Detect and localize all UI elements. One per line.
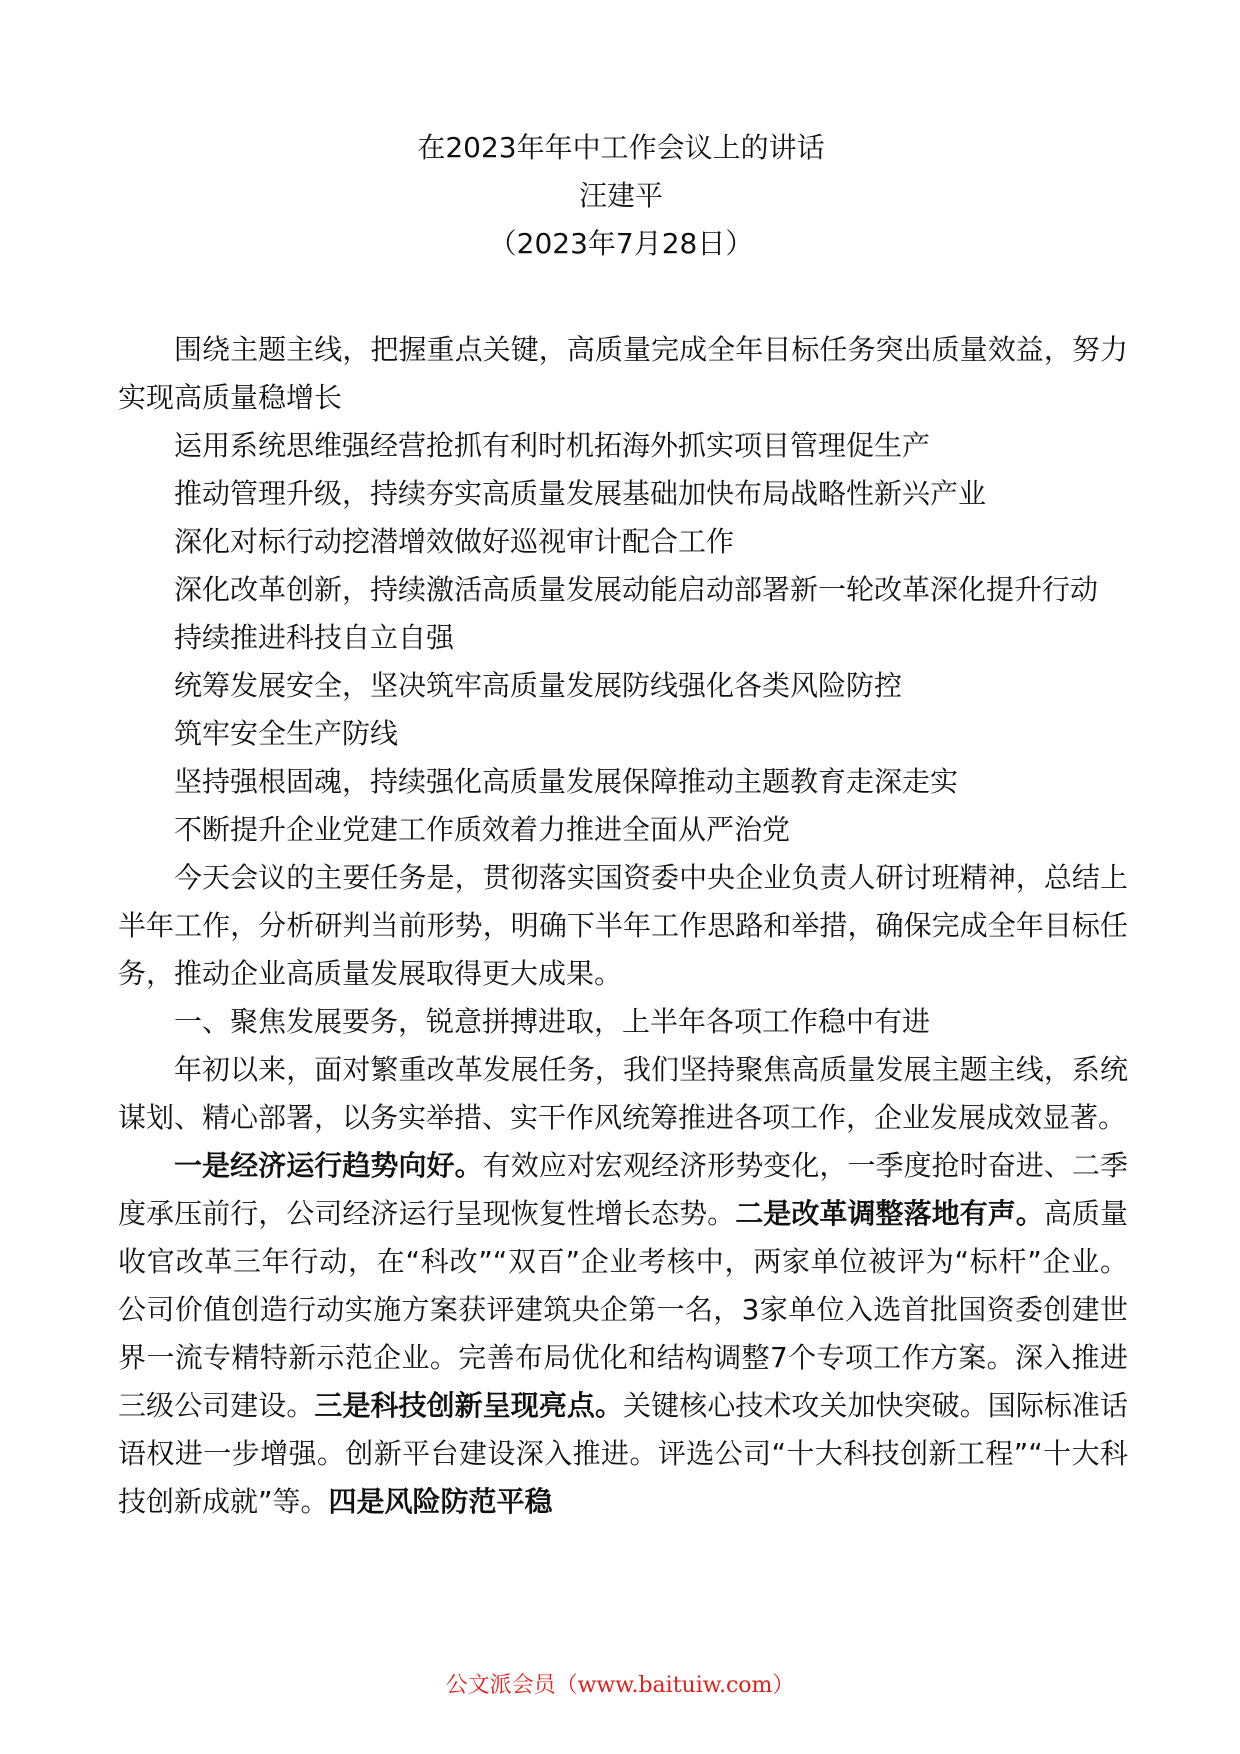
outline-list (118, 326, 1128, 854)
outline-item: 围绕主题主线，把握重点关键，高质量完成全年目标任务突出质量效益，努力实现高质量稳增长 (118, 333, 1128, 414)
speech-date: （2023年7月28日） (488, 227, 754, 260)
outline-item: 深化改革创新，持续激活高质量发展动能启动部署新一轮改革深化提升行动 (174, 573, 1099, 606)
section-heading: 一、聚焦发展要务，锐意拼搏进取，上半年各项工作稳中有进 (174, 1005, 931, 1038)
achievement-3-heading: 三是科技创新呈现亮点。 (314, 1389, 624, 1422)
outline-item: 不断提升企业党建工作质效着力推进全面从严治党 (174, 813, 791, 846)
document-title: 在2023年年中工作会议上的讲话 (417, 131, 825, 164)
achievement-3-text: 关键核心技术攻关加快突破。国际标准话语权进一步增强。创新平台建设深入推进。评选公司“十大科技创新工程”“十大科技创新成就”等。 (118, 1389, 1128, 1518)
outline-item: 持续推进科技自立自强 (174, 621, 455, 654)
speaker-name: 汪建平 (578, 179, 663, 212)
outline-item: 推动管理升级，持续夯实高质量发展基础加快布局战略性新兴产业 (174, 477, 987, 510)
achievement-1-heading: 一是经济运行趋势向好。 (174, 1149, 483, 1182)
achievement-2-heading: 二是改革调整落地有声。 (735, 1197, 1044, 1230)
achievement-2-text: 高质量收官改革三年行动，在“科改”“双百”企业考核中，两家单位被评为“标杆”企业。公司价值创造行动实施方案获评建筑央企第一名，3家单位入选首批国资委创建世界一流专精特新示范企业。完善布局优化和结构调整7个专项工作方案。深入推进三级公司建设。 (118, 1197, 1128, 1422)
outline-item: 坚持强根固魂，持续强化高质量发展保障推动主题教育走深走实 (174, 765, 959, 798)
section-intro-paragraph: 年初以来，面对繁重改革发展任务，我们坚持聚焦高质量发展主题主线，系统谋划、精心部署，以务实举措、实干作风统筹推进各项工作，企业发展成效显著。 (118, 1053, 1128, 1134)
title-spacer (118, 268, 1128, 326)
achievement-4-heading: 四是风险防范平稳 (328, 1485, 553, 1518)
title-block (114, 124, 1128, 268)
achievements-paragraph (118, 1142, 1128, 1526)
achievement-1-text: 有效应对宏观经济形势变化，一季度抢时奋进、二季度承压前行，公司经济运行呈现恢复性增长态势。 (118, 1149, 1128, 1230)
outline-item: 运用系统思维强经营抢抓有利时机拓海外抓实项目管理促生产 (174, 429, 931, 462)
outline-item: 统筹发展安全，坚决筑牢高质量发展防线强化各类风险防控 (174, 669, 903, 702)
outline-item: 筑牢安全生产防线 (174, 717, 399, 750)
outline-item: 深化对标行动挖潜增效做好巡视审计配合工作 (174, 525, 735, 558)
document-page (118, 124, 1128, 1526)
intro-paragraph: 今天会议的主要任务是，贯彻落实国资委中央企业负责人研讨班精神，总结上半年工作，分析研判当前形势，明确下半年工作思路和举措，确保完成全年目标任务，推动企业高质量发展取得更大成果。 (118, 861, 1128, 990)
footer-watermark: 公文派会员（www.baituiw.com） (445, 1673, 795, 1698)
